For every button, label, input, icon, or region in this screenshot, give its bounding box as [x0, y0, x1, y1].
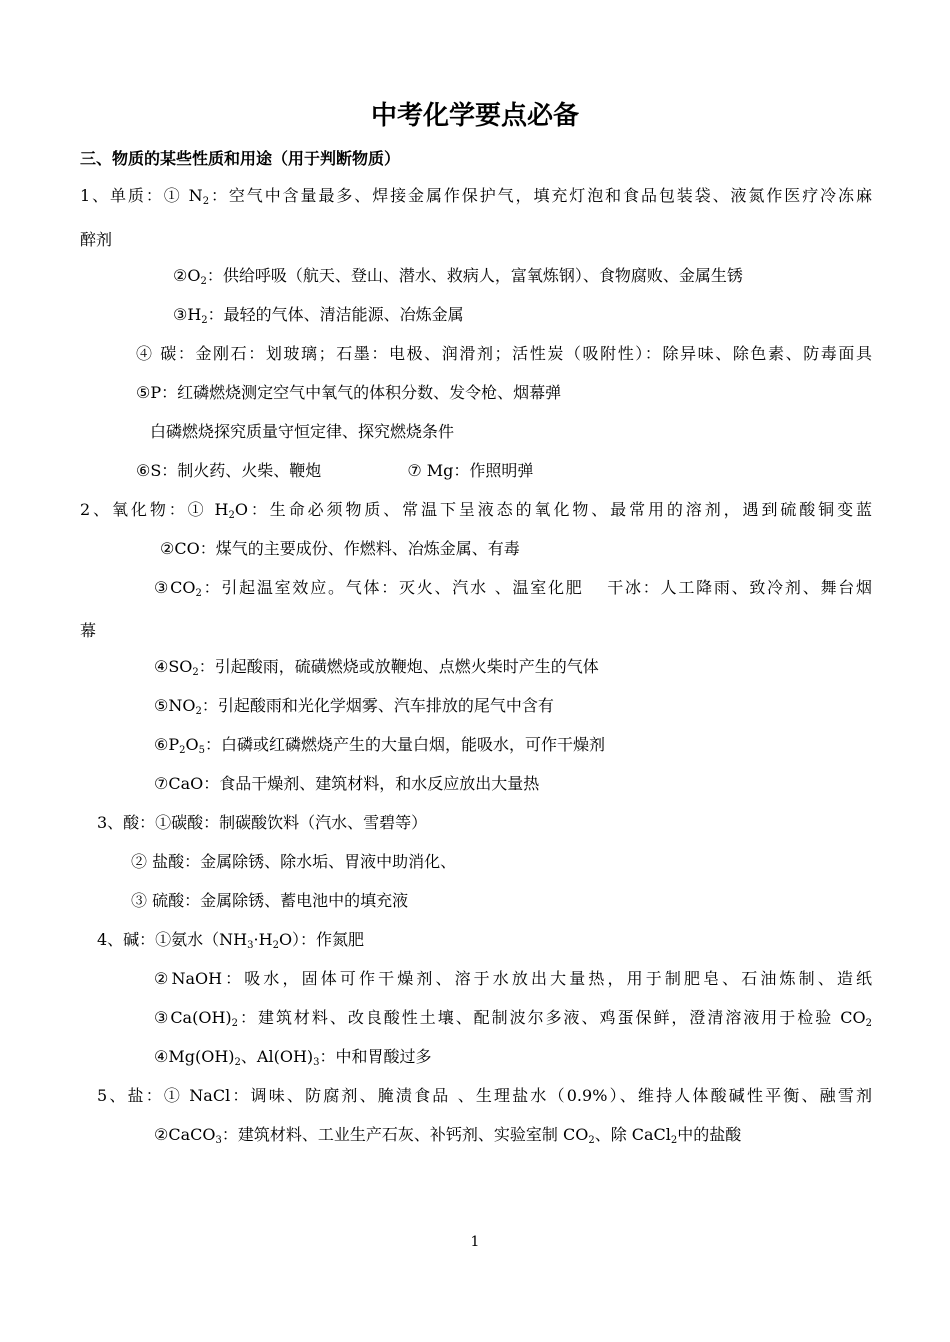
- line-h2: $③H_2$：最轻的气体、清洁能源、冶炼金属: [173, 305, 464, 326]
- line-hydrochloric: ② 盐酸：金属除锈、除水垢、胃液中助消化、: [131, 852, 457, 871]
- section-heading: 三、物质的某些性质和用途（用于判断物质）: [80, 149, 401, 168]
- line-acids-carbonic: 3、酸：①碳酸：制碳酸饮料（汽水、雪碧等）: [97, 813, 428, 832]
- line-carbon: ④ 碳：金刚石：划玻璃；石墨：电极、润滑剂；活性炭（吸附性）：除异味、除色素、防毒面具: [136, 344, 872, 363]
- line-sulfur-mg: ⑥S：制火药、火柴、鞭炮 ⑦ Mg：作照明弹: [136, 461, 534, 480]
- line-salts-nacl: 5、盐：① NaCl：调味、防腐剂、腌渍食品 、生理盐水（0.9%）、维持人体酸碱性平衡、融雪剂: [97, 1086, 872, 1105]
- document-title: 中考化学要点必备: [370, 101, 579, 131]
- line-phosphorus: ⑤P：红磷燃烧测定空气中氧气的体积分数、发令枪、烟幕弹: [136, 383, 562, 402]
- line-bases-ammonia: 4、碱：①氨水$(NH_3\cdot H_2O)$：作氮肥: [97, 930, 365, 951]
- line-so2: $④SO_2$：引起酸雨，硫磺燃烧或放鞭炮、点燃火柴时产生的气体: [154, 657, 599, 678]
- line-o2: $②O_2$：供给呼吸（航天、登山、潜水、救病人，富氧炼钢）、食物腐败、金属生锈: [173, 266, 743, 287]
- line-mgoh2-aloh3: $④Mg(OH)_2$、$Al(OH)_3$：中和胃酸过多: [154, 1047, 432, 1068]
- line-caco3: ②CaCO$_3$：建筑材料、工业生产石灰、补钙剂、实验室制 $CO_2$、除 CaCl$_2$中的盐酸: [154, 1125, 742, 1146]
- line-white-phosphorus: 白磷燃烧探究质量守恒定律、探究燃烧条件: [150, 422, 455, 441]
- line-no2: $⑤NO_2$：引起酸雨和光化学烟雾、汽车排放的尾气中含有: [154, 696, 554, 717]
- line-sulfuric: ③ 硫酸：金属除锈、蓄电池中的填充液: [131, 891, 409, 910]
- line-elements-n2: 1、单质：① $N_2$：空气中含量最多、焊接金属作保护气，填充灯泡和食品包装袋、液氮作医疗冷冻麻: [80, 186, 872, 207]
- line-co: ②CO：煤气的主要成份、作燃料、冶炼金属、有毒: [160, 539, 520, 558]
- line-co2: $③CO_2$：引起温室效应。气体：灭火、汽水 、温室化肥 干冰：人工降雨、致冷剂、舞台烟: [154, 578, 872, 599]
- line-oxides-h2o: 2、氧化物：① $H_2O$：生命必须物质、常温下呈液态的氧化物、最常用的溶剂，遇到硫酸铜变蓝: [80, 500, 872, 521]
- line-cao: ⑦CaO：食品干燥剂、建筑材料，和水反应放出大量热: [154, 774, 540, 793]
- line-caoh2: $③Ca(OH)_2$：建筑材料、改良酸性土壤、配制波尔多液、鸡蛋保鲜，澄清溶液用于检验 $CO_2$: [154, 1008, 872, 1029]
- line-elements-n2-cont: 醉剂: [80, 230, 113, 249]
- line-naoh: ②NaOH：吸水，固体可作干燥剂、溶于水放出大量热，用于制肥皂、石油炼制、造纸: [154, 969, 872, 988]
- line-co2-cont: 幕: [80, 621, 97, 640]
- line-p2o5: $⑥P_2O_5$：白磷或红磷燃烧产生的大量白烟，能吸水，可作干燥剂: [154, 735, 605, 756]
- page-number: 1: [470, 1234, 480, 1250]
